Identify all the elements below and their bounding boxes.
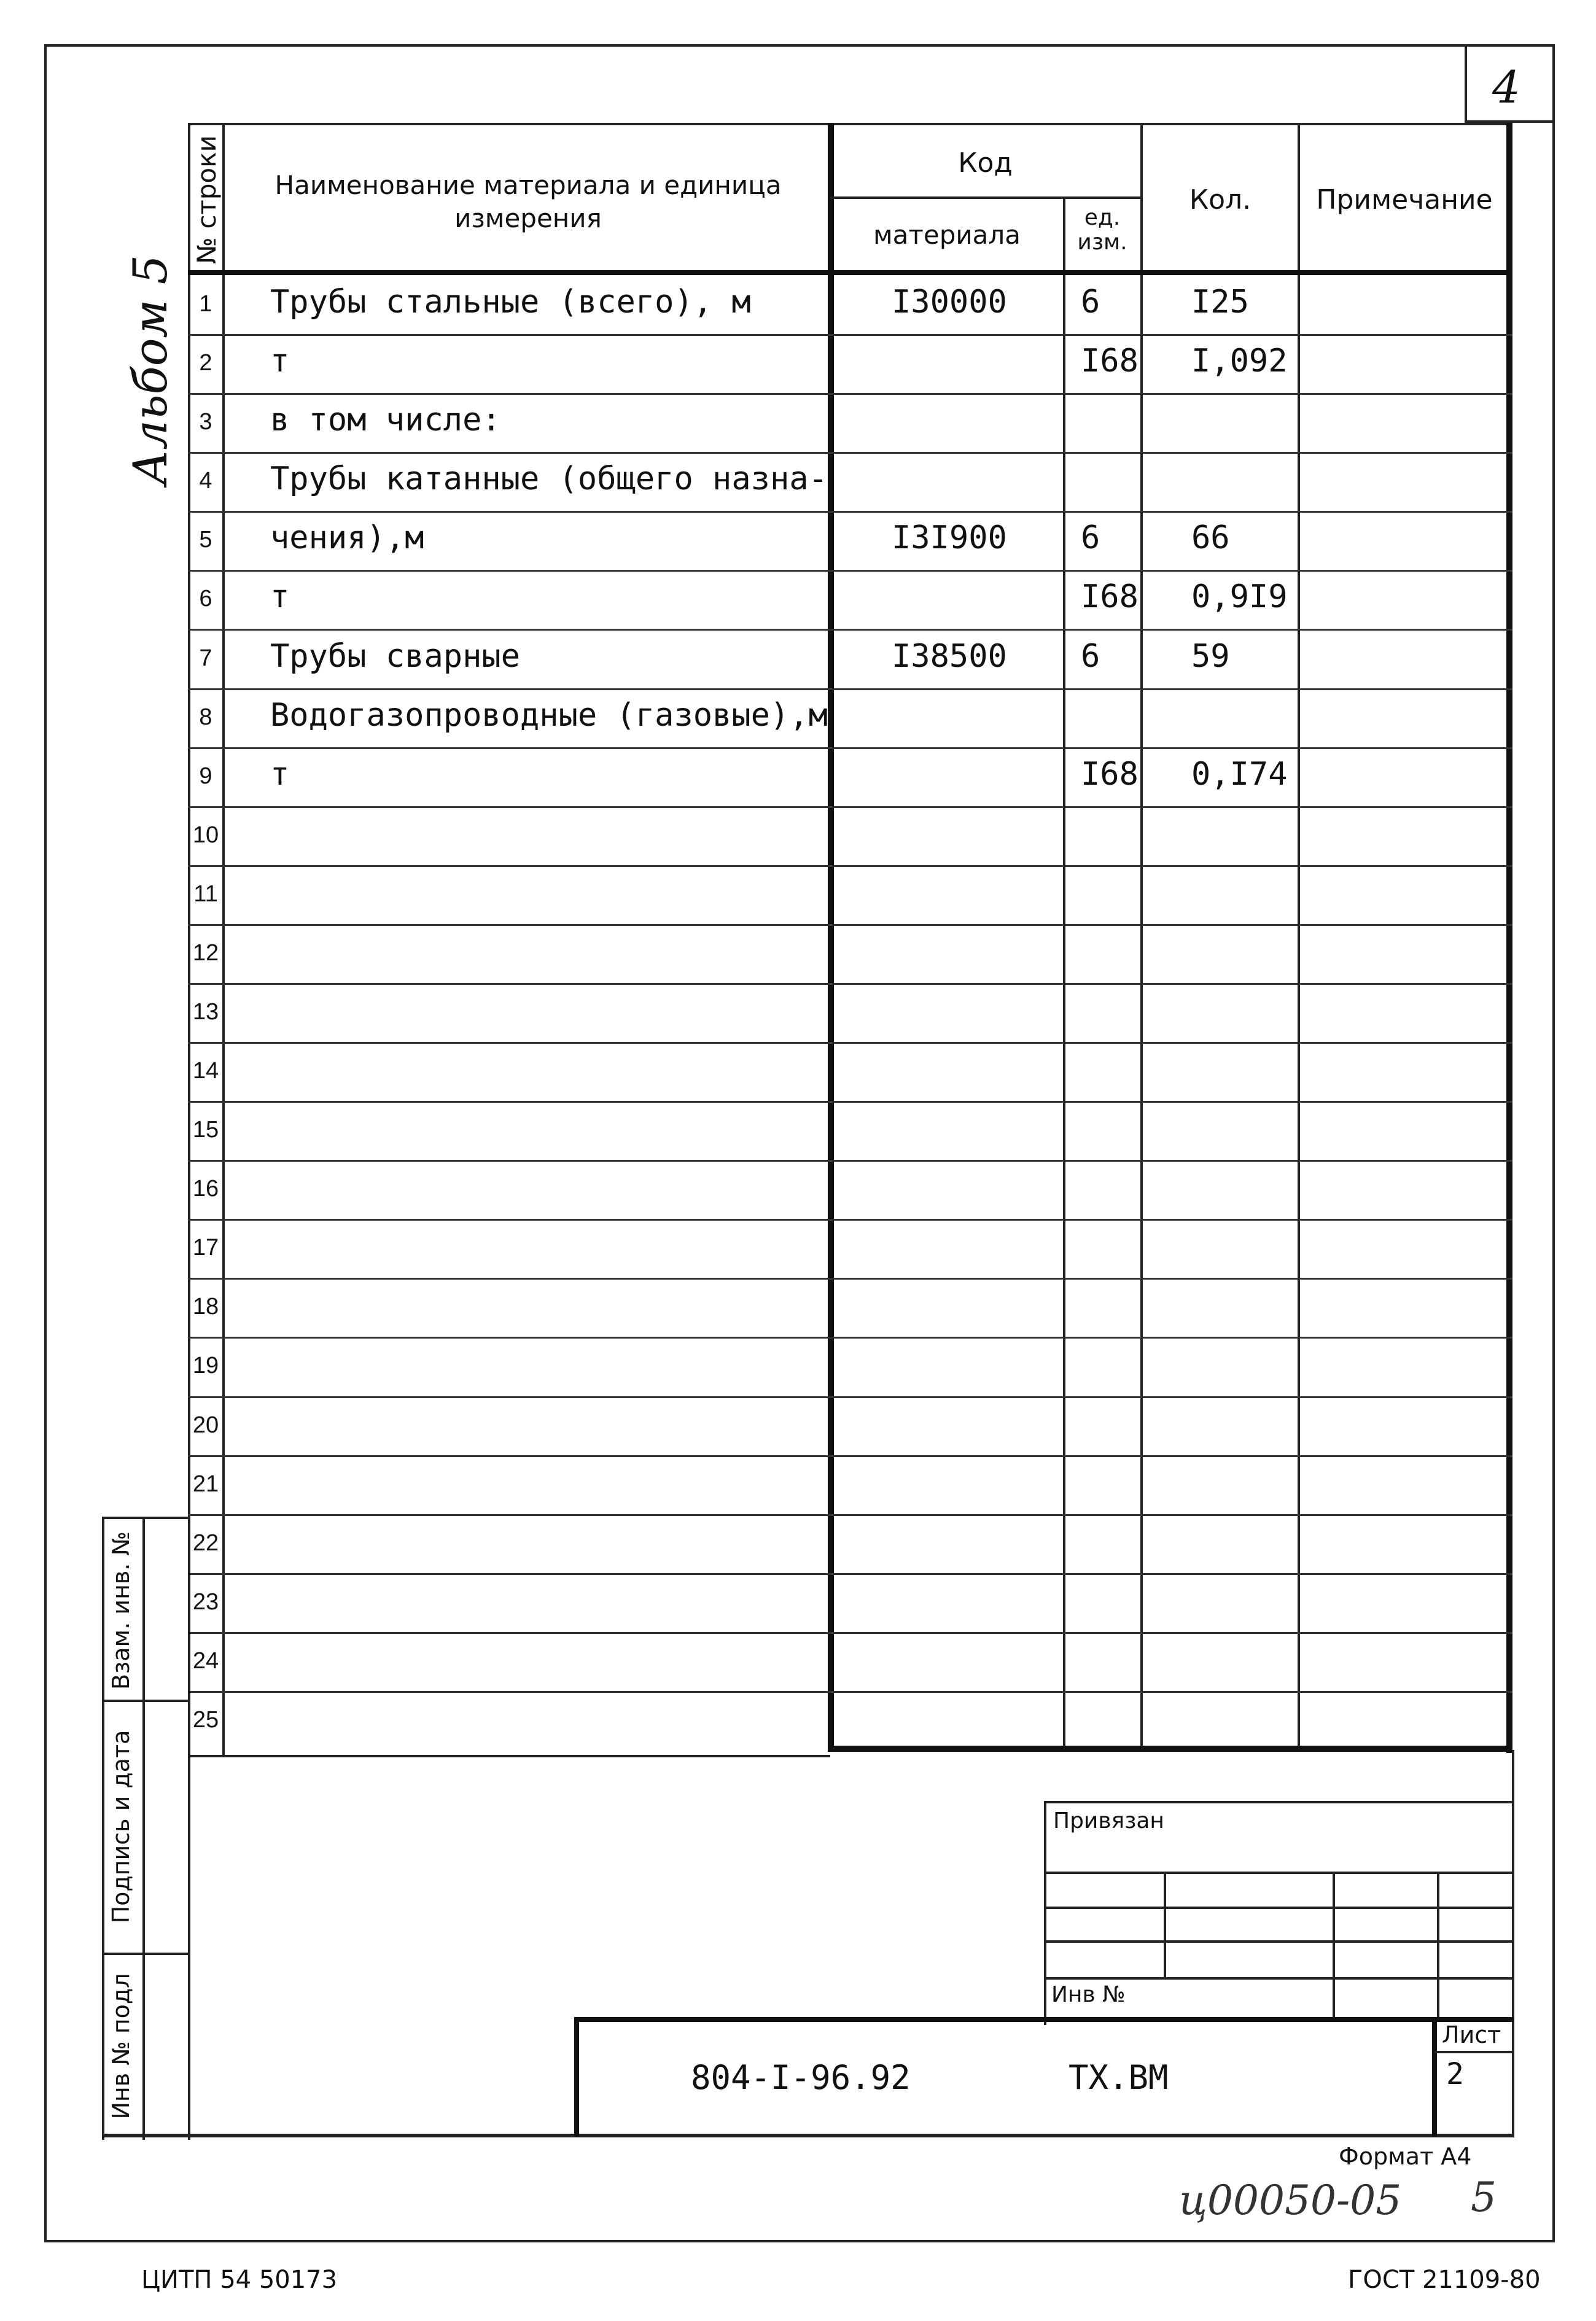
table-cell-qty: I25: [1191, 284, 1249, 321]
table-cell-unit: I68: [1081, 578, 1139, 615]
sheet-label: Лист: [1442, 2021, 1501, 2048]
row-number: 25: [192, 1707, 219, 1733]
row-line: [188, 1691, 1512, 1693]
row-line: [188, 334, 1512, 336]
row-number: 18: [192, 1294, 219, 1320]
table-top-line: [188, 123, 1512, 125]
row-number: 16: [192, 1176, 219, 1202]
table-cell-name: Трубы катанные (общего назна-: [270, 461, 828, 497]
row-number: 4: [199, 468, 212, 494]
header-code-unit: ед. изм.: [1077, 205, 1127, 255]
row-number: 11: [193, 881, 218, 907]
doc-mark: ТХ.ВМ: [1069, 2058, 1169, 2097]
side-stamp-inner-line: [142, 1517, 145, 2140]
name-column-bottom-line: [188, 1755, 830, 1757]
row-number: 20: [192, 1412, 219, 1438]
row-line: [188, 1337, 1512, 1339]
table-cell-code: I30000: [892, 284, 1007, 321]
header-row-number: № строки: [192, 135, 222, 264]
note-left-line: [1298, 123, 1300, 1750]
row-number: 1: [199, 291, 212, 317]
main-inscription-left: [574, 2017, 579, 2137]
table-cell-unit: I68: [1081, 343, 1139, 379]
privyazan-left-line: [1044, 1801, 1046, 2025]
table-right-line: [1506, 123, 1512, 1753]
row-line: [188, 570, 1512, 572]
privyazan-col-3: [1437, 1872, 1439, 2019]
table-cell-unit: 6: [1081, 519, 1100, 556]
privyazan-label: Привязан: [1053, 1808, 1164, 1833]
row-number: 6: [199, 586, 212, 612]
row-line: [188, 629, 1512, 631]
sheet-number: 2: [1446, 2057, 1464, 2091]
row-line: [188, 1514, 1512, 1516]
row-number: 9: [199, 763, 212, 789]
sheet-box-divider: [1434, 2051, 1514, 2053]
privyazan-col-2: [1333, 1872, 1335, 2019]
footer-right: ГОСТ 21109-80: [1348, 2266, 1541, 2294]
side-podpis: Подпись и дата: [107, 1730, 134, 1924]
table-cell-qty: 66: [1191, 519, 1230, 556]
privyazan-line-3: [1044, 1940, 1514, 1943]
format-label: Формат А4: [1339, 2143, 1472, 2170]
table-cell-name: в том числе:: [270, 402, 501, 438]
rownum-divider: [222, 123, 225, 1756]
row-number: 5: [199, 527, 212, 553]
row-number: 23: [192, 1589, 219, 1615]
privyazan-col-1: [1164, 1872, 1166, 1977]
unit-left-line: [1063, 198, 1065, 1750]
footer-left: ЦИТП 54 50173: [141, 2266, 338, 2294]
side-inv: Инв № подл: [107, 1973, 134, 2120]
header-name-text: Наименование материала и единица измерения: [274, 170, 782, 233]
qty-left-line: [1140, 123, 1143, 1750]
row-line: [188, 452, 1512, 454]
row-number: 17: [192, 1235, 219, 1261]
table-bottom-line: [828, 1746, 1512, 1752]
header-code-material: материала: [873, 220, 1021, 250]
inv-no-label: Инв №: [1051, 1982, 1126, 2007]
row-number: 24: [192, 1648, 219, 1674]
table-cell-name: т: [270, 578, 290, 615]
doc-code: 804-I-96.92: [691, 2058, 911, 2097]
row-line: [188, 1396, 1512, 1398]
title-block-bottom-line: [102, 2134, 1514, 2137]
side-vzam: Взам. инв. №: [107, 1531, 134, 1690]
row-number: 14: [192, 1058, 219, 1084]
table-cell-name: Трубы стальные (всего), м: [270, 284, 751, 321]
main-inscription-top: [574, 2017, 1514, 2022]
row-number: 15: [192, 1117, 219, 1143]
row-number: 21: [192, 1471, 219, 1497]
code-subheader-line: [830, 196, 1140, 199]
row-line: [188, 806, 1512, 808]
table-cell-qty: I,092: [1191, 343, 1288, 379]
table-cell-unit: I68: [1081, 756, 1139, 793]
table-cell-code: I38500: [892, 638, 1007, 675]
row-number: 22: [192, 1530, 219, 1556]
row-number: 13: [192, 999, 219, 1025]
code-left-line: [828, 123, 834, 1750]
row-line: [188, 393, 1512, 395]
title-block-right-line: [1512, 1750, 1514, 2137]
row-line: [188, 924, 1512, 926]
row-line: [188, 1632, 1512, 1634]
table-cell-qty: 59: [1191, 638, 1230, 675]
row-line: [188, 865, 1512, 867]
header-code: Код: [958, 147, 1013, 179]
table-cell-name: Водогазопроводные (газовые),м: [270, 697, 828, 734]
row-number: 3: [199, 409, 212, 435]
table-cell-unit: 6: [1081, 284, 1100, 321]
privyazan-line-4: [1044, 1977, 1514, 1980]
header-qty: Кол.: [1189, 184, 1251, 216]
row-line: [188, 1278, 1512, 1280]
privyazan-line-2: [1044, 1907, 1514, 1909]
page-number-box-left: [1465, 44, 1467, 123]
header-note: Примечание: [1316, 184, 1493, 216]
table-cell-name: чения),м: [270, 519, 424, 556]
row-line: [188, 511, 1512, 513]
row-line: [188, 1042, 1512, 1044]
table-cell-name: Трубы сварные: [270, 638, 520, 675]
privyazan-line-1: [1044, 1872, 1514, 1874]
row-number: 10: [192, 822, 219, 848]
row-line: [188, 1219, 1512, 1221]
album-label: Альбом 5: [123, 255, 177, 485]
row-number: 12: [192, 940, 219, 966]
row-line: [188, 983, 1512, 985]
row-line: [188, 1160, 1512, 1162]
row-line: [188, 688, 1512, 690]
table-cell-qty: 0,9I9: [1191, 578, 1288, 615]
side-stamp-left-line: [102, 1517, 104, 2140]
sheet-box-left: [1432, 2017, 1437, 2137]
side-stamp-top-line: [102, 1517, 188, 1519]
row-line: [188, 1101, 1512, 1103]
table-cell-code: I3I900: [892, 519, 1007, 556]
handwritten-code: ц00050-05: [1179, 2177, 1402, 2224]
row-line: [188, 747, 1512, 749]
row-number: 19: [192, 1353, 219, 1378]
table-cell-qty: 0,I74: [1191, 756, 1288, 793]
table-cell-unit: 6: [1081, 638, 1100, 675]
handwritten-page: 5: [1471, 2174, 1497, 2221]
row-line: [188, 1455, 1512, 1457]
privyazan-top-line: [1044, 1801, 1514, 1803]
table-cell-name: т: [270, 756, 290, 793]
header-bottom-line: [188, 270, 1512, 275]
table-cell-name: т: [270, 343, 290, 379]
side-stamp-right-line: [188, 1517, 190, 2140]
row-line: [188, 1573, 1512, 1575]
page-number: 4: [1492, 61, 1520, 113]
row-number: 2: [199, 350, 212, 376]
header-name: [264, 169, 792, 235]
row-number: 7: [199, 645, 212, 671]
row-number: 8: [199, 704, 212, 730]
